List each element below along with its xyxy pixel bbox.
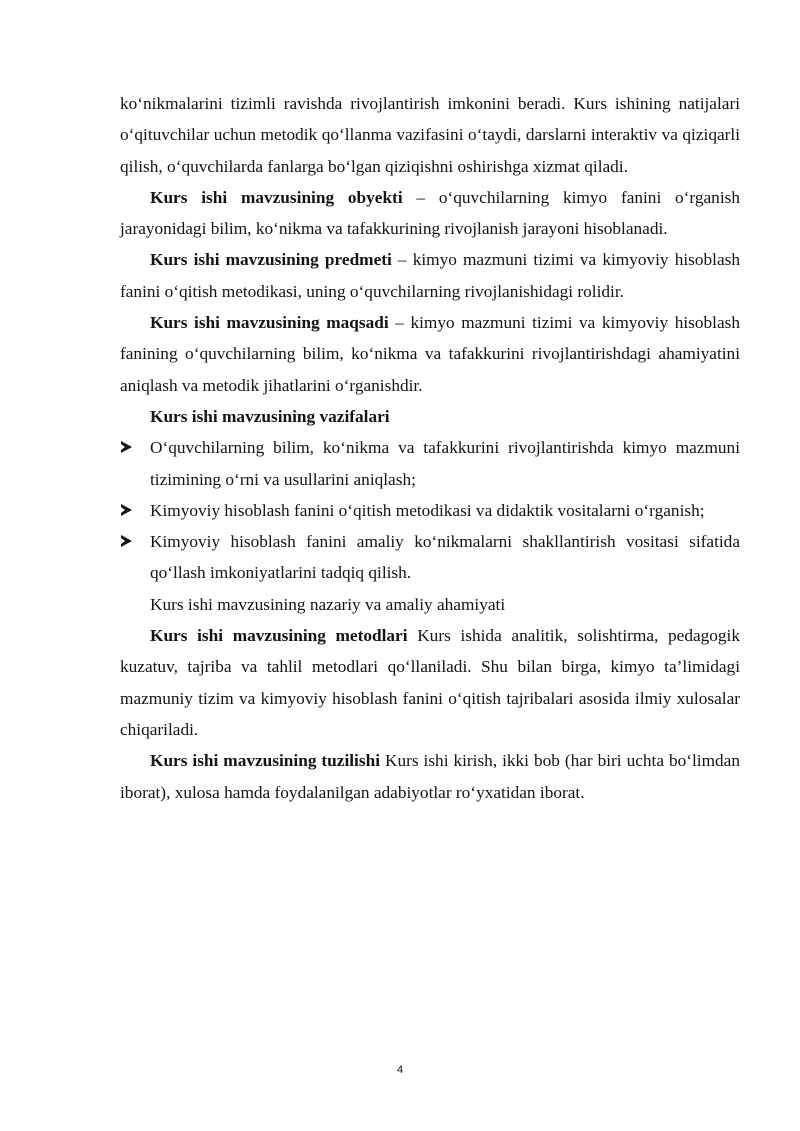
term-goal: Kurs ishi mavzusining maqsadi (150, 313, 389, 333)
paragraph-text: Kurs ishida analitik, solishtirma, pedagogik kuzatuv, tajriba va tahlil metodlari qo‘llaniladi. Shu bilan birga, kimyo ta’limidagi mazmuniy tizim va kimyoviy hisoblash fanini o‘qitish tajribalari asosida ilmiy xulosalar chiqariladi. (120, 626, 740, 739)
heading-tasks (120, 401, 740, 432)
paragraph-object (120, 182, 740, 245)
term-methods: Kurs ishi mavzusining metodlari (150, 626, 408, 646)
task-list-item (120, 432, 740, 495)
term-structure: Kurs ishi mavzusining tuzilishi (150, 751, 380, 771)
term-tasks: Kurs ishi mavzusining vazifalari (150, 406, 390, 426)
paragraph-significance (120, 589, 740, 620)
task-text: Kimyoviy hisoblash fanini o‘qitish metodikasi va didaktik vositalarni o‘rganish; (150, 500, 705, 520)
page-content (120, 88, 740, 808)
task-text: Kimyoviy hisoblash fanini amaliy ko‘nikmalarni shakllantirish vositasi sifatida qo‘llash imkoniyatlarini tadqiq qilish. (150, 532, 740, 583)
paragraph-intro-continuation (120, 88, 740, 182)
task-text: O‘quvchilarning bilim, ko‘nikma va tafakkurini rivojlantirishda kimyo mazmuni tizimining o‘rni va usullarini aniqlash; (150, 438, 740, 489)
paragraph-text: ko‘nikmalarini tizimli ravishda rivojlantirish imkonini beradi. Kurs ishining natijalari o‘qituvchilar uchun metodik qo‘llanma vazifasini o‘taydi, darslarni interaktiv va qiziqarli qilish, o‘quvchilarda fanlarga bo‘lgan qiziqishni oshirishga xizmat qiladi. (120, 94, 740, 176)
arrowhead-bullet-icon (121, 535, 132, 547)
paragraph-structure (120, 745, 740, 808)
page-number: 4 (396, 1064, 404, 1076)
paragraph-text: – kimyo mazmuni tizimi va kimyoviy hisoblash fanini o‘qitish metodikasi, uning o‘quvchilarning rivojlanishidagi rolidir. (120, 250, 740, 301)
paragraph-text: Kurs ishi kirish, ikki bob (har biri uchta bo‘limdan iborat), xulosa hamda foydalanilgan adabiyotlar ro‘yxatidan iborat. (120, 751, 740, 802)
paragraph-subject (120, 244, 740, 307)
term-subject: Kurs ishi mavzusining predmeti (150, 250, 392, 270)
task-list-item (120, 526, 740, 589)
paragraph-text: – kimyo mazmuni tizimi va kimyoviy hisoblash fanining o‘quvchilarning bilim, ko‘nikma va tafakkurini rivojlantirishdagi ahamiyatini aniqlash va metodik jihatlarini o‘rganishdir. (120, 313, 740, 395)
task-list-item (120, 495, 740, 526)
arrowhead-bullet-icon (121, 441, 132, 453)
paragraph-methods (120, 620, 740, 745)
paragraph-goal (120, 307, 740, 401)
paragraph-text: Kurs ishi mavzusining nazariy va amaliy ahamiyati (150, 594, 506, 614)
paragraph-text: – o‘quvchilarning kimyo fanini o‘rganish jarayonidagi bilim, ko‘nikma va tafakkurining rivojlanish jarayoni hisoblanadi. (120, 187, 740, 239)
term-object: Kurs ishi mavzusining obyekti (150, 187, 403, 207)
arrowhead-bullet-icon (121, 504, 132, 516)
